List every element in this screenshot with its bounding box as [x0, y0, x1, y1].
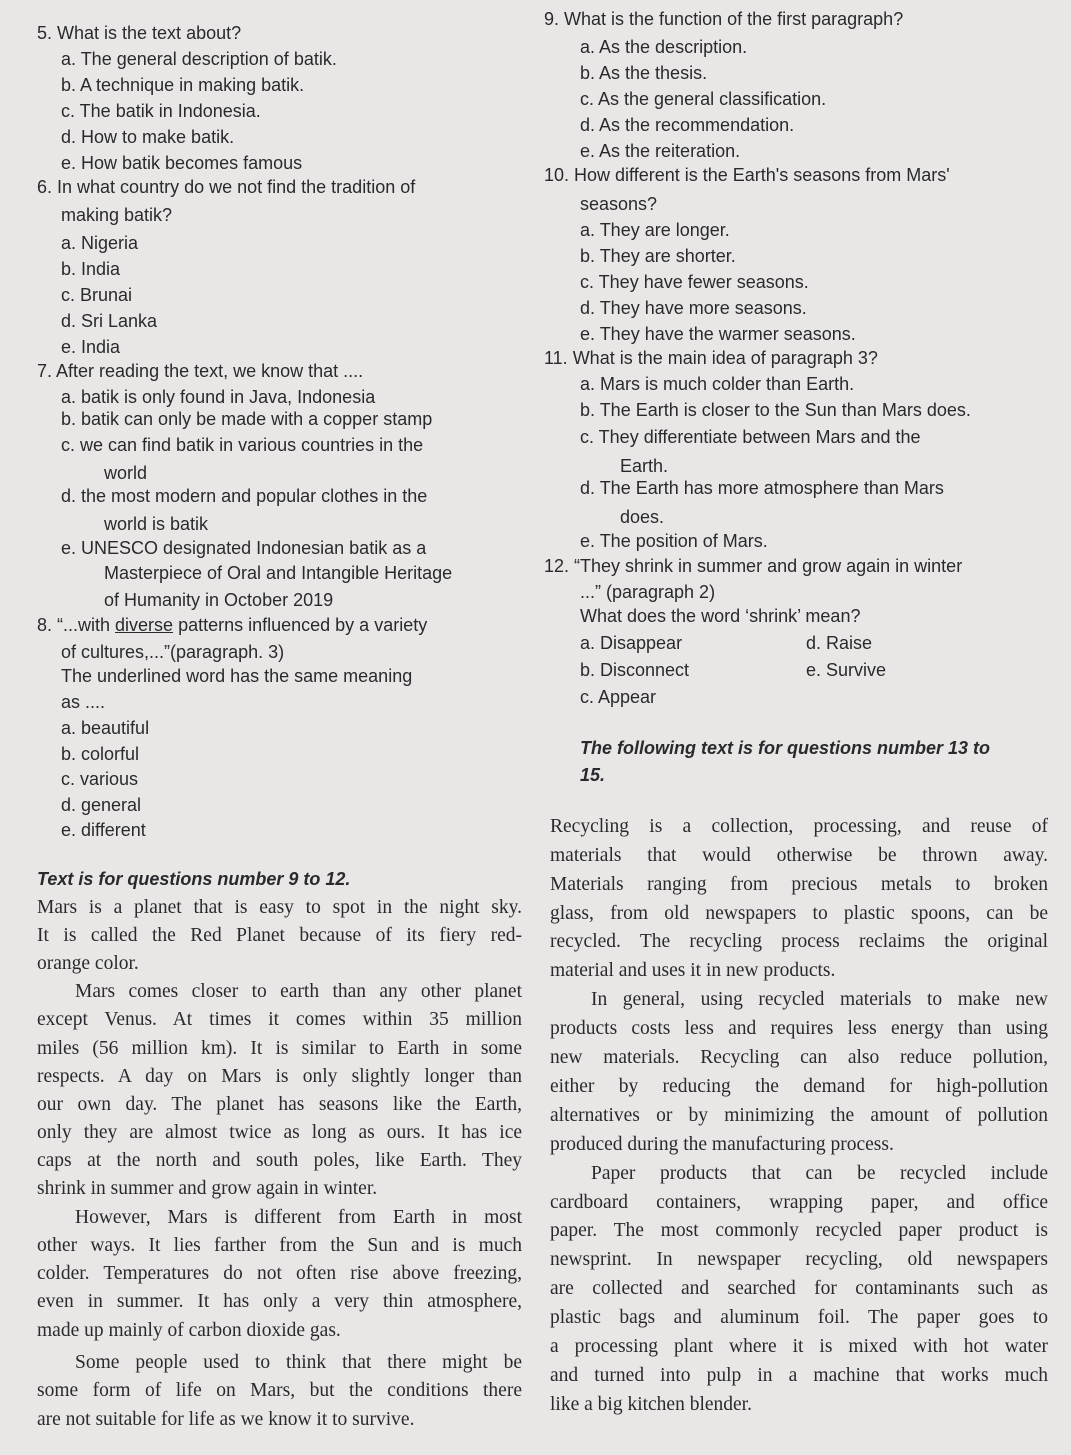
mars-line: Mars comes closer to earth than any other planet: [75, 981, 522, 1002]
recycling-passage-heading: The following text is for questions number 13 to: [580, 738, 991, 758]
q6-option-d: d. Sri Lanka: [61, 311, 158, 331]
q12-option-d: d. Raise: [806, 633, 873, 653]
mars-line: However, Mars is different from Earth in most: [75, 1207, 522, 1228]
q7-option-d-cont: world is batik: [104, 514, 209, 534]
recycling-line: are collected and searched for contaminants such as: [550, 1278, 1048, 1299]
question-6-cont: making batik?: [61, 205, 173, 225]
q9-option-b: b. As the thesis.: [580, 63, 708, 83]
mars-line: are not suitable for life as we know it to survive.: [37, 1409, 415, 1430]
q9-option-a: a. As the description.: [580, 37, 748, 57]
mars-line: except Venus. At times it comes within 35 million: [37, 1009, 522, 1030]
mars-line: other ways. It lies farther from the Sun and is much: [37, 1235, 522, 1256]
recycling-line: produced during the manufacturing process.: [550, 1134, 894, 1155]
q6-option-e: e. India: [61, 337, 121, 357]
mars-line: shrink in summer and grow again in winter.: [37, 1178, 378, 1199]
question-7: 7. After reading the text, we know that ....: [37, 361, 364, 381]
q10-option-d: d. They have more seasons.: [580, 298, 807, 318]
question-10: 10. How different is the Earth's seasons from Mars': [544, 165, 950, 185]
recycling-line: a processing plant where it is mixed with hot water: [550, 1336, 1048, 1357]
recycling-line: plastic bags and aluminum foil. The paper goes to: [550, 1307, 1048, 1328]
q7-option-e: e. UNESCO designated Indonesian batik as a: [61, 538, 427, 558]
recycling-line: newsprint. In newspaper recycling, old newspapers: [550, 1249, 1048, 1270]
question-12-l2: ...” (paragraph 2): [580, 582, 716, 602]
q6-option-c: c. Brunai: [61, 285, 133, 305]
q5-option-b: b. A technique in making batik.: [61, 75, 305, 95]
q7-option-b: b. batik can only be made with a copper stamp: [61, 409, 433, 429]
recycling-line: glass, from old newspapers to plastic spoons, can be: [550, 903, 1048, 924]
q11-option-c-cont: Earth.: [620, 456, 669, 476]
recycling-line: new materials. Recycling can also reduce pollution,: [550, 1047, 1048, 1068]
q7-option-e-cont2: of Humanity in October 2019: [104, 590, 334, 610]
recycling-line: alternatives or by minimizing the amount of pollution: [550, 1105, 1048, 1126]
question-8-post: patterns influenced by a variety: [173, 615, 428, 635]
q12-option-c: c. Appear: [580, 687, 657, 707]
q5-option-d: d. How to make batik.: [61, 127, 235, 147]
underlined-word: diverse: [115, 615, 174, 635]
recycling-line: paper. The most commonly recycled paper product is: [550, 1220, 1048, 1241]
recycling-line: materials that would otherwise be thrown away.: [550, 845, 1048, 866]
question-8-pre: 8. “...with: [37, 615, 116, 635]
q11-option-a: a. Mars is much colder than Earth.: [580, 374, 855, 394]
q7-option-e-cont1: Masterpiece of Oral and Intangible Heritage: [104, 563, 453, 583]
mars-line: colder. Temperatures do not often rise above freezing,: [37, 1263, 522, 1284]
recycling-line: cardboard containers, wrapping paper, and office: [550, 1192, 1048, 1213]
recycling-line: like a big kitchen blender.: [550, 1394, 752, 1415]
mars-line: some form of life on Mars, but the conditions there: [37, 1380, 522, 1401]
question-11: 11. What is the main idea of paragraph 3?: [544, 348, 878, 368]
q6-option-b: b. India: [61, 259, 121, 279]
question-12-l3: What does the word ‘shrink’ mean?: [580, 606, 861, 626]
mars-line: Some people used to think that there might be: [75, 1352, 522, 1373]
mars-line: caps at the north and south poles, like Earth. They: [37, 1150, 522, 1171]
q6-option-a: a. Nigeria: [61, 233, 139, 253]
recycling-line: either by reducing the demand for high-pollution: [550, 1076, 1048, 1097]
recycling-line: Recycling is a collection, processing, and reuse of: [550, 816, 1048, 837]
q10-option-c: c. They have fewer seasons.: [580, 272, 809, 292]
q7-option-d: d. the most modern and popular clothes in the: [61, 486, 428, 506]
recycling-line: recycled. The recycling process reclaims the original: [550, 931, 1048, 952]
question-8-l4: as ....: [61, 692, 106, 712]
recycling-line: and turned into pulp in a machine that works much: [550, 1365, 1048, 1386]
mars-line: Mars is a planet that is easy to spot in the night sky.: [37, 897, 522, 918]
question-9: 9. What is the function of the first paragraph?: [544, 9, 904, 29]
q11-option-b: b. The Earth is closer to the Sun than Mars does.: [580, 400, 971, 420]
q9-option-e: e. As the reiteration.: [580, 141, 741, 161]
q8-option-e: e. different: [61, 820, 146, 840]
q8-option-c: c. various: [61, 769, 139, 789]
q8-option-b: b. colorful: [61, 744, 140, 764]
q10-option-b: b. They are shorter.: [580, 246, 736, 266]
q7-option-a: a. batik is only found in Java, Indonesia: [61, 387, 376, 407]
q11-option-e: e. The position of Mars.: [580, 531, 768, 551]
q11-option-d-cont: does.: [620, 507, 665, 527]
question-6: 6. In what country do we not find the tradition of: [37, 177, 416, 197]
mars-line: miles (56 million km). It is similar to Earth in some: [37, 1038, 522, 1059]
recycling-line: Materials ranging from precious metals to broken: [550, 874, 1048, 895]
mars-line: only they are almost twice as long as ours. It has ice: [37, 1122, 522, 1143]
question-8: [37, 614, 427, 636]
q8-option-a: a. beautiful: [61, 718, 150, 738]
question-5: 5. What is the text about?: [37, 23, 242, 43]
q12-option-a: a. Disappear: [580, 633, 683, 653]
question-8-l3: The underlined word has the same meaning: [61, 666, 413, 686]
q5-option-a: a. The general description of batik.: [61, 49, 337, 69]
mars-line: orange color.: [37, 953, 139, 974]
q7-option-c-cont: world: [104, 463, 148, 483]
mars-line: respects. A day on Mars is only slightly longer than: [37, 1066, 522, 1087]
mars-passage-heading: Text is for questions number 9 to 12.: [37, 869, 351, 889]
question-10-cont: seasons?: [580, 194, 658, 214]
mars-line: made up mainly of carbon dioxide gas.: [37, 1320, 341, 1341]
q7-option-c: c. we can find batik in various countries in the: [61, 435, 424, 455]
recycling-passage-heading-cont: 15.: [580, 765, 606, 785]
q10-option-e: e. They have the warmer seasons.: [580, 324, 856, 344]
q9-option-c: c. As the general classification.: [580, 89, 827, 109]
q12-option-e: e. Survive: [806, 660, 887, 680]
mars-line: even in summer. It has only a very thin atmosphere,: [37, 1291, 522, 1312]
q5-option-e: e. How batik becomes famous: [61, 153, 303, 173]
q11-option-d: d. The Earth has more atmosphere than Mars: [580, 478, 944, 498]
recycling-line: In general, using recycled materials to make new: [591, 989, 1048, 1010]
recycling-line: products costs less and requires less energy than using: [550, 1018, 1048, 1039]
q12-option-b: b. Disconnect: [580, 660, 690, 680]
question-8-l2: of cultures,...”(paragraph. 3): [61, 642, 285, 662]
q8-option-d: d. general: [61, 795, 142, 815]
recycling-line: material and uses it in new products.: [550, 960, 836, 981]
mars-line: It is called the Red Planet because of its fiery red-: [37, 925, 522, 946]
q11-option-c: c. They differentiate between Mars and the: [580, 427, 921, 447]
question-12: 12. “They shrink in summer and grow again in winter: [544, 556, 963, 576]
recycling-line: Paper products that can be recycled include: [591, 1163, 1048, 1184]
q10-option-a: a. They are longer.: [580, 220, 730, 240]
q9-option-d: d. As the recommendation.: [580, 115, 795, 135]
mars-line: our own day. The planet has seasons like the Earth,: [37, 1094, 522, 1115]
q5-option-c: c. The batik in Indonesia.: [61, 101, 261, 121]
